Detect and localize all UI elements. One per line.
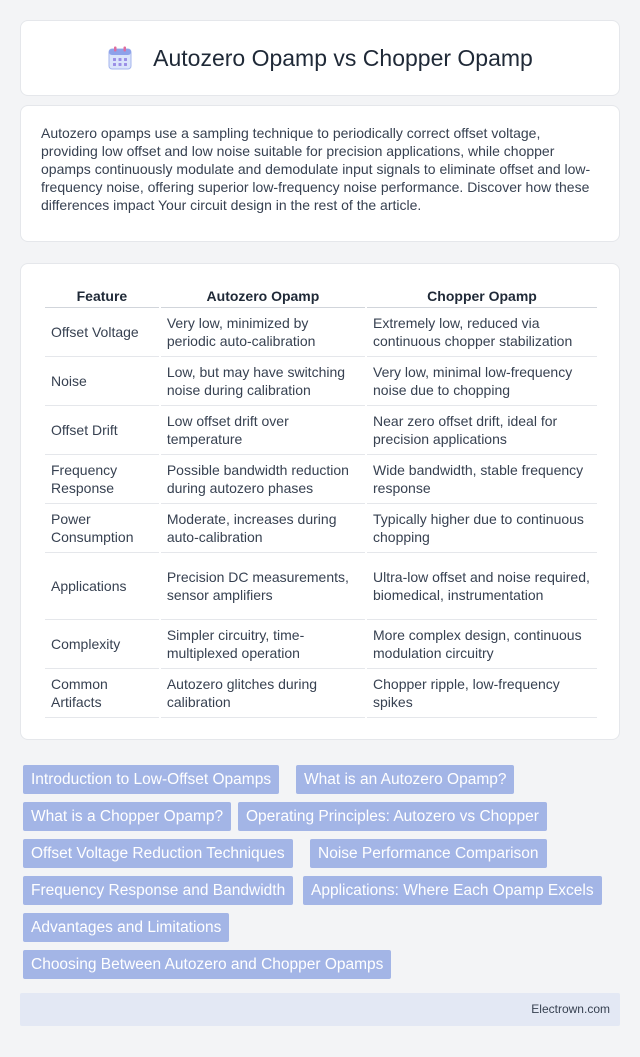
topic-link[interactable]: Applications: Where Each Opamp Excels (303, 876, 602, 905)
topic-link[interactable]: Frequency Response and Bandwidth (23, 876, 293, 905)
cell-chopper: Typically higher due to continuous chopping (367, 504, 597, 553)
table-row (45, 620, 597, 669)
cell-autozero: Simpler circuitry, time-multiplexed operation (161, 620, 365, 669)
cell-autozero: Possible bandwidth reduction during autozero phases (161, 455, 365, 504)
cell-autozero: Autozero glitches during calibration (161, 669, 365, 718)
table-row (45, 406, 597, 455)
topic-link[interactable]: Operating Principles: Autozero vs Chopper (238, 802, 547, 831)
footer (20, 993, 620, 1026)
cell-feature: Complexity (45, 620, 159, 669)
footer-site-name: Electrown.com (531, 1002, 610, 1016)
intro-paragraph: Autozero opamps use a sampling technique to periodically correct offset voltage, providing low offset and low noise suitable for precision applications, while chopper opamps continuously modulate and demodulate input signals to eliminate offset and low-frequency noise, offering superior low-frequency noise performance. Discover how these differences impact Your circuit design in the rest of the article. (41, 125, 591, 213)
table-row (45, 504, 597, 553)
cell-feature: Applications (45, 553, 159, 620)
header-autozero: Autozero Opamp (161, 282, 365, 308)
comparison-table-card (20, 263, 620, 740)
topic-link[interactable]: Advantages and Limitations (23, 913, 229, 942)
topic-link[interactable]: Offset Voltage Reduction Techniques (23, 839, 293, 868)
header-feature: Feature (45, 282, 159, 308)
table-row (45, 455, 597, 504)
cell-chopper: More complex design, continuous modulation circuitry (367, 620, 597, 669)
title-card (20, 20, 620, 96)
cell-chopper: Chopper ripple, low-frequency spikes (367, 669, 597, 718)
cell-chopper: Extremely low, reduced via continuous chopper stabilization (367, 308, 597, 357)
cell-autozero: Precision DC measurements, sensor amplifiers (161, 553, 365, 620)
table-row (45, 308, 597, 357)
table-header-row (45, 282, 597, 308)
topic-link[interactable]: What is an Autozero Opamp? (296, 765, 514, 794)
table-row (45, 553, 597, 620)
calendar-icon (107, 45, 133, 71)
table-row (45, 669, 597, 718)
topic-link[interactable]: Noise Performance Comparison (310, 839, 547, 868)
cell-autozero: Moderate, increases during auto-calibration (161, 504, 365, 553)
cell-feature: Common Artifacts (45, 669, 159, 718)
cell-autozero: Very low, minimized by periodic auto-calibration (161, 308, 365, 357)
cell-feature: Offset Drift (45, 406, 159, 455)
topic-link[interactable]: Choosing Between Autozero and Chopper Opamps (23, 950, 391, 979)
header-chopper: Chopper Opamp (367, 282, 597, 308)
cell-feature: Noise (45, 357, 159, 406)
intro-card (20, 105, 620, 242)
page-title: Autozero Opamp vs Chopper Opamp (153, 44, 533, 71)
cell-feature: Power Consumption (45, 504, 159, 553)
cell-autozero: Low offset drift over temperature (161, 406, 365, 455)
cell-chopper: Very low, minimal low-frequency noise due to chopping (367, 357, 597, 406)
cell-chopper: Wide bandwidth, stable frequency response (367, 455, 597, 504)
table-row (45, 357, 597, 406)
cell-chopper: Near zero offset drift, ideal for precision applications (367, 406, 597, 455)
cell-feature: Offset Voltage (45, 308, 159, 357)
topic-link[interactable]: What is a Chopper Opamp? (23, 802, 231, 831)
cell-autozero: Low, but may have switching noise during calibration (161, 357, 365, 406)
cell-feature: Frequency Response (45, 455, 159, 504)
cell-chopper: Ultra-low offset and noise required, biomedical, instrumentation (367, 553, 597, 620)
topic-link[interactable]: Introduction to Low-Offset Opamps (23, 765, 279, 794)
comparison-table (43, 282, 599, 718)
